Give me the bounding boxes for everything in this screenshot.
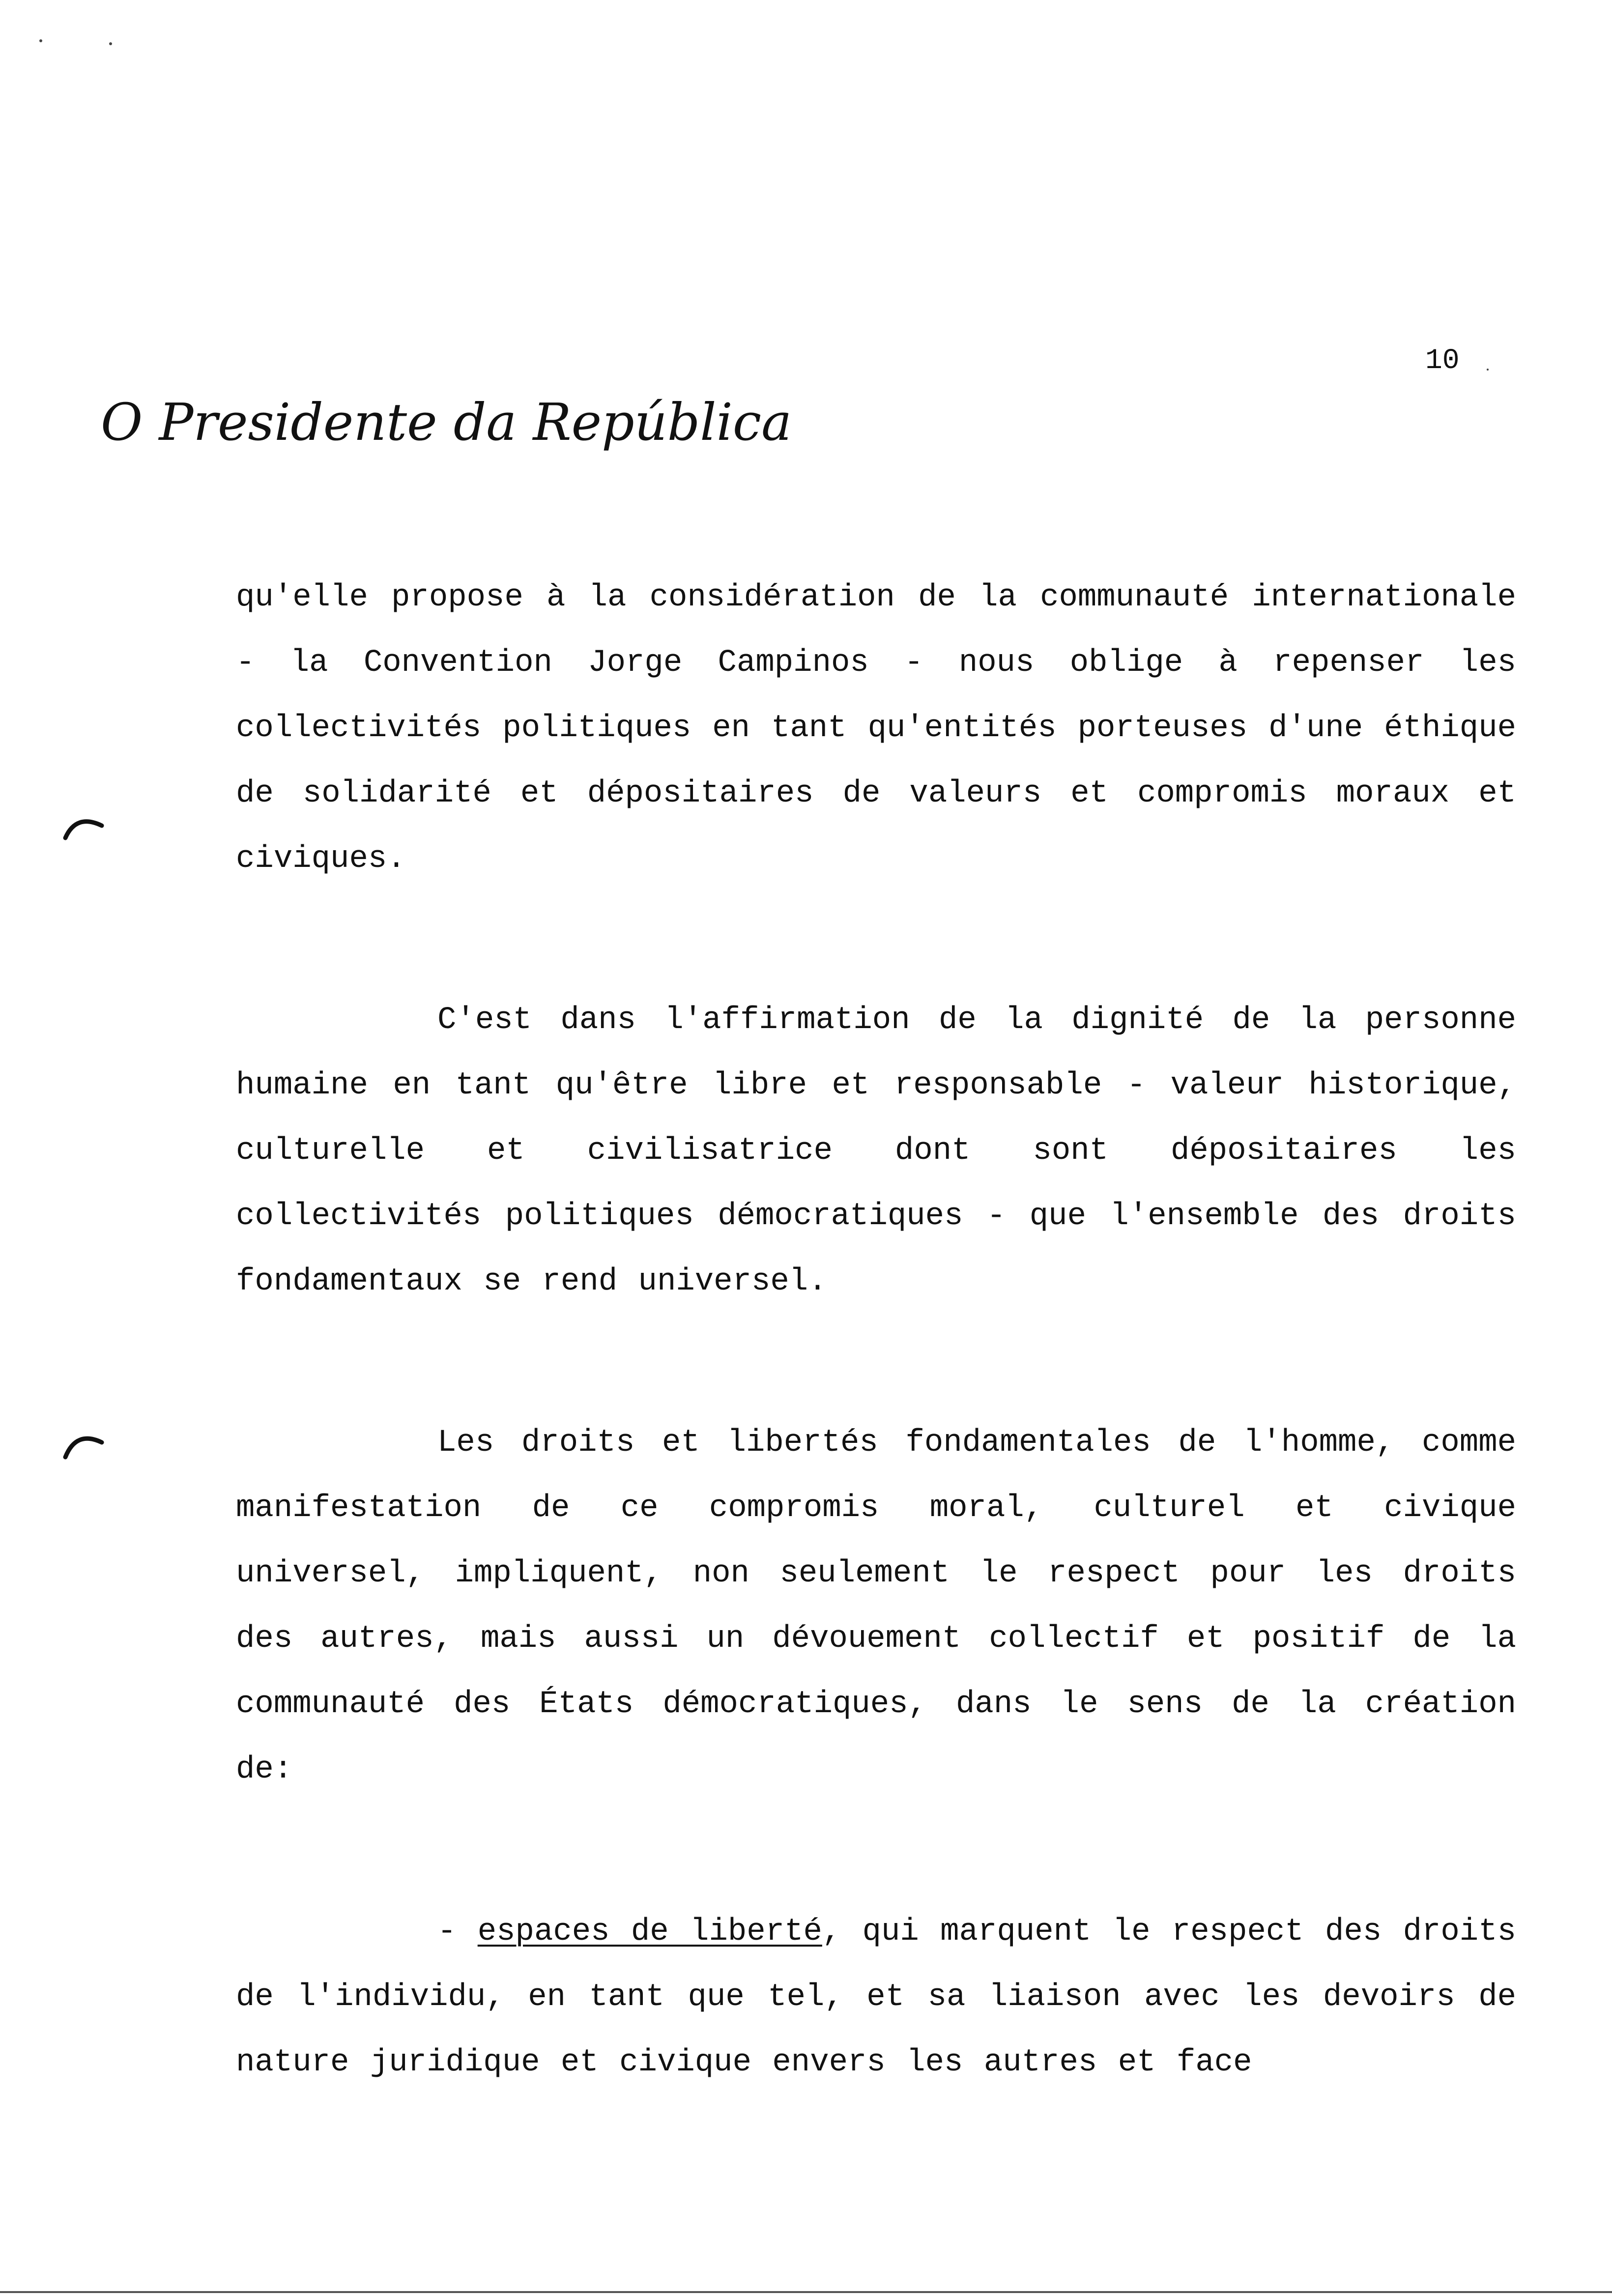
paragraph-3 xyxy=(236,1410,1516,1803)
page-number: 10 xyxy=(1425,345,1460,377)
scan-edge-line xyxy=(0,2291,1612,2293)
list-dash: - xyxy=(437,1914,478,1950)
scan-speck xyxy=(39,39,42,42)
punch-hole-mark xyxy=(61,1428,106,1462)
paragraph-2-text: C'est dans l'affirmation de la dignité de la personne humaine en tant qu'être libre et responsable - valeur historique, culturelle et civilisatrice dont sont dépositaires les collectivités politiques démocratiques - que l'ensemble des droits fondamentaux se rend universel. xyxy=(236,1003,1516,1299)
letterhead-text: O Presidente da República xyxy=(101,392,792,452)
paragraph-1-text: qu'elle propose à la considération de la communauté internationale - la Convention Jorge Campinos - nous oblige à repenser les collectivités politiques en tant qu'entités porteuses d'une éthique de solidarité et dépositaires de valeurs et compromis moraux et civiques. xyxy=(236,580,1516,877)
paragraph-2 xyxy=(236,988,1516,1315)
paragraph-1 xyxy=(236,565,1516,892)
underlined-term: espaces de liberté xyxy=(477,1914,822,1950)
paragraph-4 xyxy=(236,1899,1516,2095)
scan-speck xyxy=(1487,369,1489,371)
punch-hole-mark xyxy=(61,811,106,845)
letterhead xyxy=(101,388,792,462)
scan-speck xyxy=(109,42,112,45)
paragraph-3-text: Les droits et libertés fondamentales de l'homme, comme manifestation de ce compromis moral, culturel et civique universel, impliquent, non seulement le respect pour les droits des autres, mais aussi un dévouement collectif et positif de la communauté des États démocratiques, dans le sens de la création de: xyxy=(236,1425,1516,1787)
paragraph-4-text: , qui marquent le respect des droits de l'individu, en tant que tel, et sa liaison avec les devoirs de nature juridique et civique envers les autres et face xyxy=(236,1914,1517,2080)
